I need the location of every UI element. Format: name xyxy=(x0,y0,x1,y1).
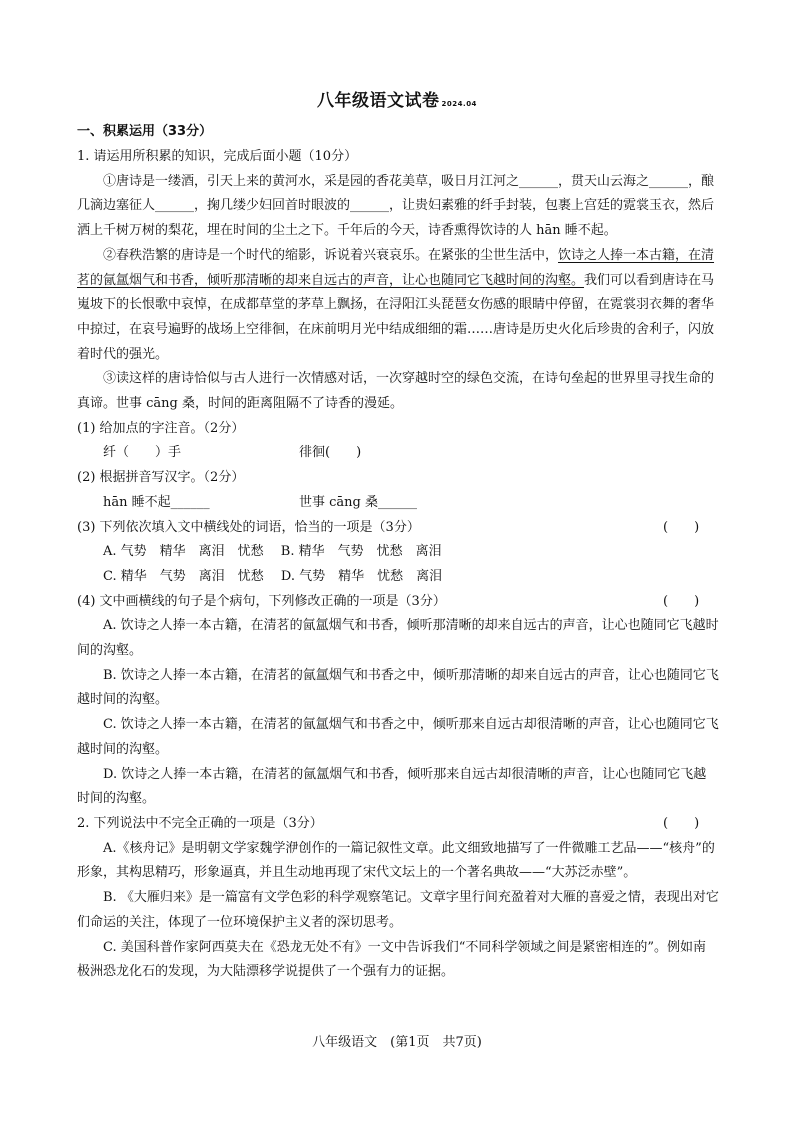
page-title xyxy=(0,86,794,111)
sub-question-1-stem: (1) 给加点的字注音。（2分） xyxy=(77,420,245,436)
paragraph-2-start: ②春秩浩繁的唐诗是一个时代的缩影，诉说着兴衰哀乐。在紧张的尘世生活中， xyxy=(103,247,559,263)
question-2-stem: 2. 下列说法中不完全正确的一项是（3分） xyxy=(77,815,323,831)
passage-paragraph-1: ①唐诗是一缕酒，引天上来的黄河水，采是园的香花美草，吸日月江河之______，贯天山云海之______，酿几滴边塞征人______，掬几缕少妇回首时眼波的______，让贵妇素雅的纤手封装，包裹上宫廷的霓裳玉衣，然后洒上千树万树的梨花，埋在时间的尘土之下。千年后的今天，诗香熏得饮诗的人 hān 睡不起。 xyxy=(77,173,715,239)
passage-paragraph-3: ③读这样的唐诗恰似与古人进行一次情感对话，一次穿越时空的绿色交流，在诗句垒起的世界里寻找生命的真谛。世事 cāng 桑，时间的距离阻隔不了诗香的漫延。 xyxy=(77,371,715,412)
sub-question-3-options-2: C. 精华 气势 离泪 忧愁 D. 气势 精华 忧愁 离泪 xyxy=(103,568,443,584)
question-content xyxy=(77,145,719,985)
q2-option-a: A.《核舟记》是明朝文学家魏学洢创作的一篇记叙性文章。此文细致地描写了一件微雕工艺品——“核舟”的形象，其构思精巧，形象逼真，并且生动地再现了宋代文坛上的一个著名典故——“大苏泛赤壁”。 xyxy=(77,840,715,881)
sub-question-3-row xyxy=(77,516,719,541)
section-heading: 一、积累运用（33分） xyxy=(77,124,213,139)
exam-date: 2024.04 xyxy=(441,100,477,108)
sub-question-1-items xyxy=(77,441,719,466)
sub-question-4-row xyxy=(77,590,719,615)
pinyin-item-a: 纤（ ）手 xyxy=(103,445,182,461)
answer-paren-3: ( ) xyxy=(663,519,700,535)
q2-option-b: B. 《大雁归来》是一篇富有文学色彩的科学观察笔记。文章字里行间充盈着对大雁的喜爱之情，表现出对它们命运的关注，体现了一位环境保护主义者的深切思考。 xyxy=(77,890,719,930)
sub-question-3-options-1: A. 气势 精华 离泪 忧愁 B. 精华 气势 忧愁 离泪 xyxy=(103,544,442,560)
underlined-sentence: 饮诗之人捧一本古籍，在清茗的氤氲烟气和书香，倾听那清晰的却来自远古的声音，让心也随同它飞越时间的沟壑。 xyxy=(77,247,715,288)
q2-option-c: C. 美国科普作家阿西莫夫在《恐龙无处不有》一文中告诉我们“不同科学领域之间是紧密相连的”。例如南极洲恐龙化石的发现，为大陆漂移学说提供了一个强有力的证据。 xyxy=(77,939,707,980)
hanzi-item-b: 世事 cāng 桑______ xyxy=(299,494,417,510)
title-text: 八年级语文试卷 xyxy=(317,91,440,111)
option-a: A. 饮诗之人捧一本古籍，在清茗的氤氲烟气和书香，倾听那清晰的却来自远古的声音，让心也随同它飞越时间的沟壑。 xyxy=(77,618,719,659)
sub-question-2-items xyxy=(77,491,719,516)
question-1-stem: 1. 请运用所积累的知识，完成后面小题（10分） xyxy=(77,149,358,164)
option-d: D. 饮诗之人捧一本古籍，在清茗的氤氲烟气和书香，倾听那来自远古却很清晰的声音，让心也随同它飞越时间的沟壑。 xyxy=(77,766,707,807)
passage-paragraph-2 xyxy=(77,244,719,368)
pinyin-item-b: 徘徊( ) xyxy=(299,445,362,461)
question-2-row xyxy=(77,812,719,837)
option-b: B. 饮诗之人捧一本古籍，在清茗的氤氲烟气和书香之中，倾听那清晰的却来自远古的声音，让心也随同它飞越时间的沟壑。 xyxy=(77,667,719,708)
answer-paren-4: ( ) xyxy=(663,593,700,609)
sub-question-3-stem: (3) 下列依次填入文中横线处的词语，恰当的一项是（3分） xyxy=(77,519,420,535)
option-c: C. 饮诗之人捧一本古籍，在清茗的氤氲烟气和书香之中，倾听那来自远古却很清晰的声音，让心也随同它飞越时间的沟壑。 xyxy=(77,717,719,757)
answer-paren-q2: ( ) xyxy=(663,815,700,831)
sub-question-4-stem: (4) 文中画横线的句子是个病句，下列修改正确的一项是（3分） xyxy=(77,593,446,609)
page-footer: 八年级语文 (第1页 共7页) xyxy=(312,1035,482,1050)
sub-question-2-stem: (2) 根据拼音写汉字。（2分） xyxy=(77,470,245,486)
paragraph-2-end: 我们可以看到唐诗在马嵬坡下的长恨歌中哀悼，在成都草堂的茅草上飘扬，在浔阳江头琵琶女伤感的眼睛中停留，在霓裳羽衣舞的奢华中掠过，在哀号遍野的战场上空徘徊，在床前明月光中结成细细的霜……唐诗是历史火化后珍贵的舍利子，闪放着时代的强光。 xyxy=(77,272,715,362)
hanzi-item-a: hān 睡不起______ xyxy=(103,494,210,510)
